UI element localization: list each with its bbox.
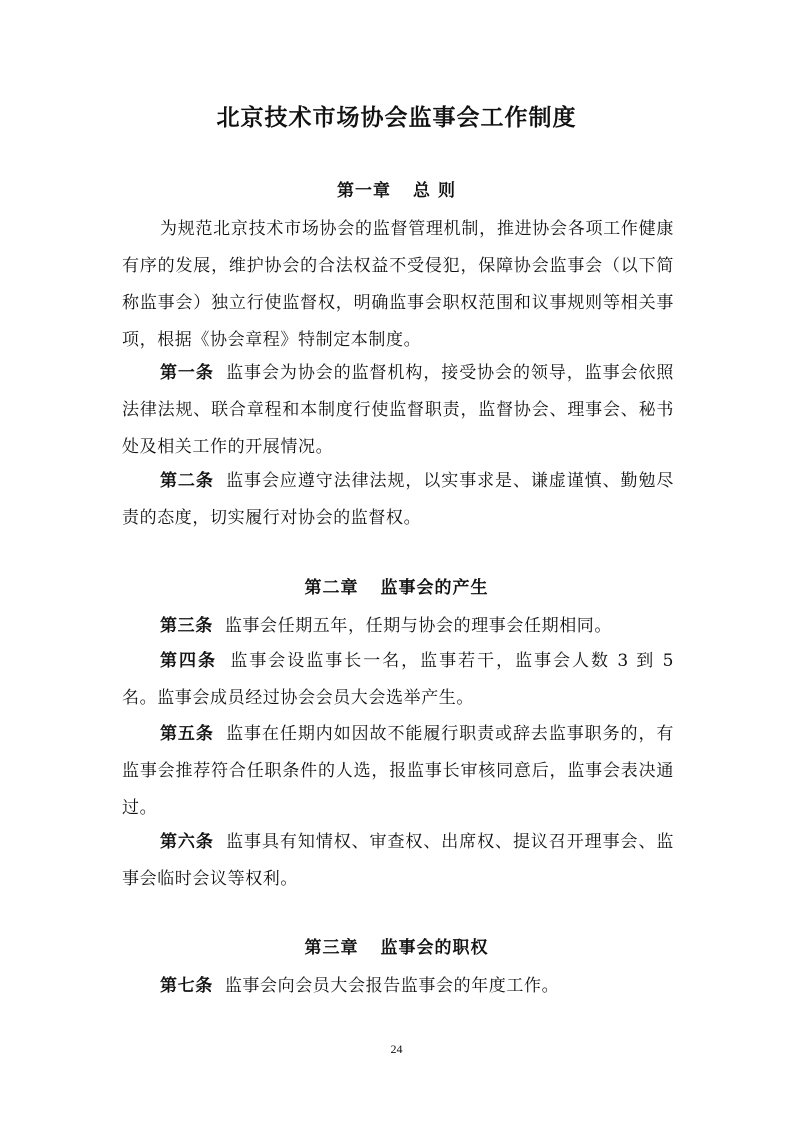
document-title: 北京技术市场协会监事会工作制度 [216, 104, 577, 131]
article-3 [122, 608, 674, 645]
article-2-label: 第二条 [160, 471, 214, 491]
article-7-text: 监事会向会员大会报告监事会的年度工作。 [224, 976, 560, 996]
article-7 [122, 968, 674, 1005]
chapter-2-name: 监事会的产生 [380, 578, 489, 598]
page-number: 24 [390, 1042, 403, 1056]
article-2-text: 监事会应遵守法律法规，以实事求是、谦虚谨慎、勤勉尽责的态度，切实履行对协会的监督权。 [122, 471, 674, 528]
article-6-text: 监事具有知情权、审查权、出席权、提议召开理事会、监事会临时会议等权利。 [122, 832, 674, 889]
chapter-2-number: 第二章 [304, 578, 359, 598]
intro-paragraph: 为规范北京技术市场协会的监督管理机制，推进协会各项工作健康有序的发展，维护协会的合法权益不受侵犯，保障协会监事会（以下简称监事会）独立行使监督权，明确监事会职权范围和议事规则等相关事项，根据《协会章程》特制定本制度。 [122, 219, 674, 350]
article-2 [122, 463, 674, 537]
chapter-3-heading [0, 933, 793, 963]
article-3-label: 第三条 [160, 616, 213, 636]
chapter-1-name: 总 则 [413, 181, 456, 201]
chapter-1-heading [0, 176, 793, 206]
article-1-text: 监事会为协会的监督机构，接受协会的领导，监事会依照法律法规、联合章程和本制度行使监督职责，监督协会、理事会、秘书处及相关工作的开展情况。 [122, 363, 674, 457]
chapter-3-name: 监事会的职权 [380, 938, 489, 958]
article-6 [122, 824, 674, 898]
article-1-label: 第一条 [160, 363, 214, 383]
article-1 [122, 355, 674, 466]
article-5-label: 第五条 [160, 724, 214, 744]
article-7-label: 第七条 [160, 976, 213, 996]
article-3-text: 监事会任期五年，任期与协会的理事会任期相同。 [224, 616, 613, 636]
article-6-label: 第六条 [160, 832, 214, 852]
chapter-3-number: 第三章 [304, 938, 359, 958]
chapter-1-number: 第一章 [337, 181, 392, 201]
chapter-2-heading [0, 573, 793, 603]
article-5-text: 监事在任期内如因故不能履行职责或辞去监事职务的，有监事会推荐符合任职条件的人选，报监事长审核同意后，监事会表决通过。 [122, 724, 674, 818]
article-4 [122, 643, 674, 717]
article-4-label: 第四条 [160, 651, 217, 671]
article-4-text: 监事会设监事长一名，监事若干，监事会人数 3 到 5 名。监事会成员经过协会会员大会选举产生。 [122, 651, 674, 708]
article-5 [122, 716, 674, 827]
